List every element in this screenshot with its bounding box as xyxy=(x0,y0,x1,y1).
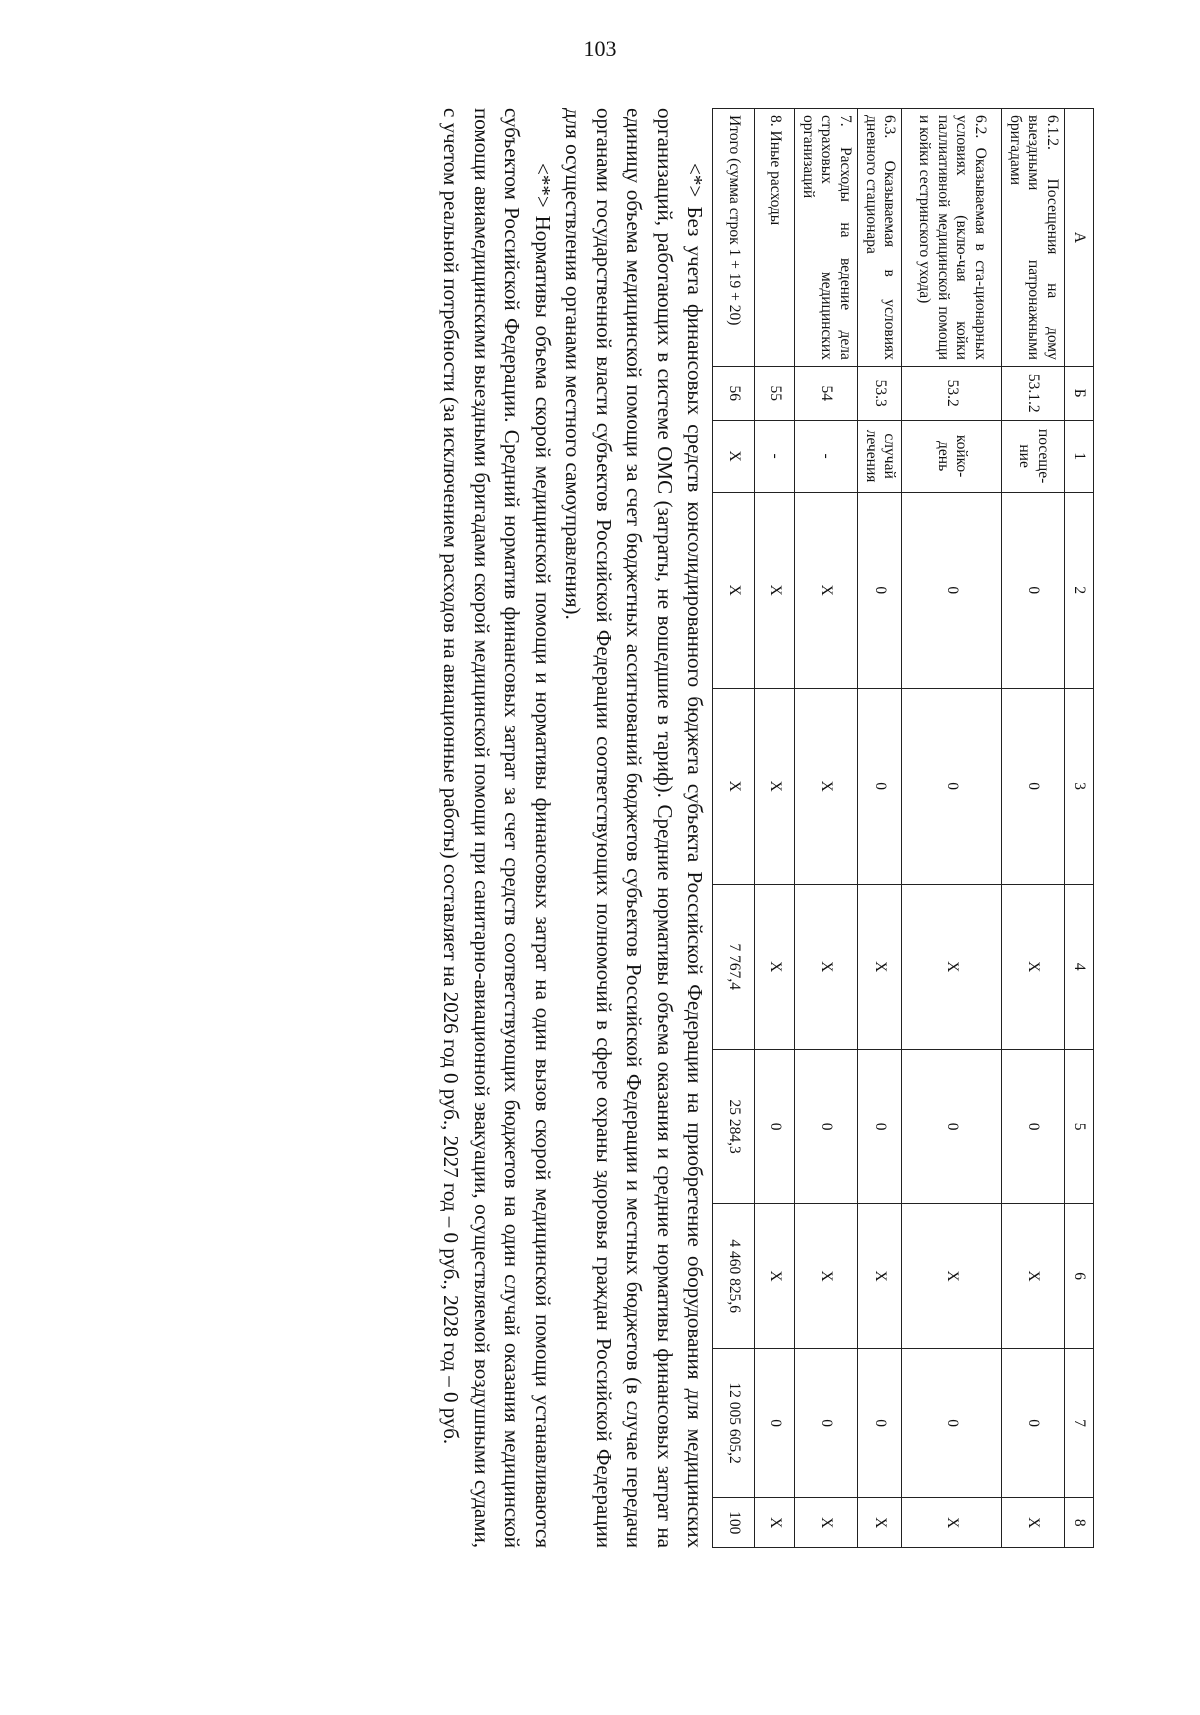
table-cell: Х xyxy=(755,884,795,1049)
table-cell: Х xyxy=(858,1498,902,1548)
row-code: 56 xyxy=(713,366,755,420)
table-cell: 0 xyxy=(1002,1049,1065,1204)
table-row xyxy=(902,109,1002,1548)
table-cell: 0 xyxy=(1002,492,1065,688)
table-row xyxy=(795,109,858,1548)
row-label: 6.2. Оказываемая в ста-ционарных условиях (вклю-чая койки паллиативной медицинской помощи и койки сестринского ухода) xyxy=(902,109,1002,367)
table-cell: 0 xyxy=(755,1348,795,1498)
row-label: 6.1.2. Посещения на дому выездными патронажными бригадами xyxy=(1002,109,1065,367)
row-code: 55 xyxy=(755,366,795,420)
page-number: 103 xyxy=(583,36,617,61)
table-row xyxy=(858,109,902,1548)
table-cell: Х xyxy=(1002,884,1065,1049)
unit-cell: - xyxy=(795,420,858,492)
table-cell: Х xyxy=(755,492,795,688)
table-cell: 0 xyxy=(902,1348,1002,1498)
table-cell: Х xyxy=(713,688,755,884)
table-cell: Х xyxy=(755,688,795,884)
row-label: 7. Расходы на ведение дела страховых медицинских организаций xyxy=(795,109,858,367)
table-cell: 0 xyxy=(795,1049,858,1204)
table-cell: 0 xyxy=(755,1049,795,1204)
table-cell: 7 767,4 xyxy=(713,884,755,1049)
unit-cell: случай лечения xyxy=(858,420,902,492)
unit-cell: посеще-ние xyxy=(1002,420,1065,492)
table-row-total xyxy=(713,109,755,1548)
table-cell: 4 460 825,6 xyxy=(713,1204,755,1348)
table-cell: Х xyxy=(755,1498,795,1548)
header-cell: 6 xyxy=(1065,1204,1094,1348)
financial-norms-table xyxy=(712,108,1094,1548)
table-cell: 0 xyxy=(858,688,902,884)
header-cell: 8 xyxy=(1065,1498,1094,1548)
table-cell: Х xyxy=(902,1204,1002,1348)
table-cell: Х xyxy=(1002,1204,1065,1348)
table-cell: 0 xyxy=(858,1348,902,1498)
header-cell: А xyxy=(1065,109,1094,367)
table-cell: 0 xyxy=(902,1049,1002,1204)
header-cell: 1 xyxy=(1065,420,1094,492)
unit-cell: - xyxy=(755,420,795,492)
header-cell: Б xyxy=(1065,366,1094,420)
table-cell: Х xyxy=(858,1204,902,1348)
header-cell: 2 xyxy=(1065,492,1094,688)
table-cell: Х xyxy=(795,1204,858,1348)
table-cell: 0 xyxy=(795,1348,858,1498)
table-cell: Х xyxy=(755,1204,795,1348)
table-header-row xyxy=(1065,109,1094,1548)
table-cell: 0 xyxy=(858,1049,902,1204)
table-cell: Х xyxy=(902,1498,1002,1548)
table-cell: Х xyxy=(1002,1498,1065,1548)
row-label: 8. Иные расходы xyxy=(755,109,795,367)
table-cell: 0 xyxy=(858,492,902,688)
header-cell: 4 xyxy=(1065,884,1094,1049)
footnote-1: <*> Без учета финансовых средств консолидированного бюджета субъекта Российской Федерации на приобретение оборудования для медицинских организаций, работающих в системе ОМС (затраты, не вошедшие в тариф). Средние нормативы объема оказания и средние нормативы финансовых затрат на единицу объема медицинской помощи за счет бюджетных ассигнований бюджетов субъектов Российской Федерации и местных бюджетов (в случае передачи органами государственной власти субъектов Российской Федерации соответствующих полномочий в сфере охраны здоровья граждан Российской Федерации для осуществления органами местного самоуправления). xyxy=(561,108,708,1548)
row-code: 53.3 xyxy=(858,366,902,420)
header-cell: 7 xyxy=(1065,1348,1094,1498)
header-cell: 5 xyxy=(1065,1049,1094,1204)
table-cell: 12 005 605,2 xyxy=(713,1348,755,1498)
table-cell: Х xyxy=(902,884,1002,1049)
table-row xyxy=(755,109,795,1548)
table-cell: 0 xyxy=(902,492,1002,688)
footnotes xyxy=(436,108,711,1548)
table-row xyxy=(1002,109,1065,1548)
table-cell: Х xyxy=(795,1498,858,1548)
table-cell: 0 xyxy=(1002,1348,1065,1498)
table-cell: Х xyxy=(795,884,858,1049)
header-cell: 3 xyxy=(1065,688,1094,884)
row-code: 54 xyxy=(795,366,858,420)
row-label: Итого (сумма строк 1 + 19 + 20) xyxy=(713,109,755,367)
row-code: 53.2 xyxy=(902,366,1002,420)
table-cell: Х xyxy=(795,492,858,688)
table-cell: 25 284,3 xyxy=(713,1049,755,1204)
table-cell: 100 xyxy=(713,1498,755,1548)
table-cell: Х xyxy=(795,688,858,884)
row-code: 53.1.2 xyxy=(1002,366,1065,420)
footnote-2: <**> Нормативы объема скорой медицинской помощи и нормативы финансовых затрат на один вызов скорой медицинской помощи устанавливаются субъектом Российской Федерации. Средний норматив финансовых затрат за счет средств соответствующих бюджетов на один случай оказания медицинской помощи авиамедицинскими выездными бригадами скорой медицинской помощи при санитарно-авиационной эвакуации, осуществляемой воздушными судами, с учетом реальной потребности (за исключением расходов на авиационные работы) составляет на 2026 год 0 руб., 2027 год – 0 руб., 2028 год – 0 руб. xyxy=(439,108,555,1548)
table-cell: Х xyxy=(858,884,902,1049)
table-cell: 0 xyxy=(1002,688,1065,884)
row-label: 6.3. Оказываемая в условиях дневного стационара xyxy=(858,109,902,367)
unit-cell: Х xyxy=(713,420,755,492)
rotated-content xyxy=(194,108,1094,1668)
unit-cell: койко-день xyxy=(902,420,1002,492)
table-cell: Х xyxy=(713,492,755,688)
table-cell: 0 xyxy=(902,688,1002,884)
